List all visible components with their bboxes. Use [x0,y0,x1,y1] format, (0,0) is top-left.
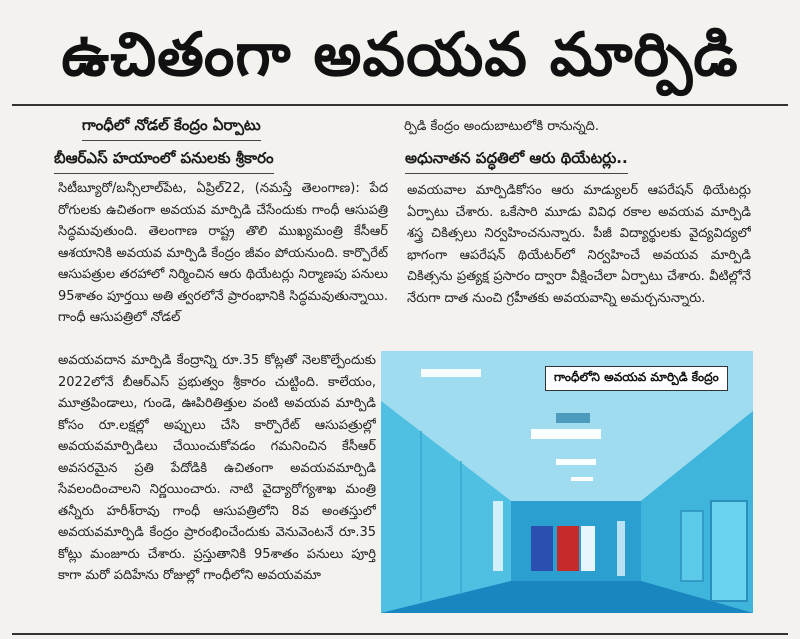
continuation-text: ర్పిడి కేంద్రం అందుబాటులోకి రానున్నది. [404,119,599,134]
right-column-body-text: అవయవాల మార్పిడికోసం ఆరు మాడ్యులర్ ఆపరేషన్ థియేటర్లు ఏర్పాటు చేశారు. ఒకేసారి మూడు వివిధ రకాల అవయవ మార్పిడి శస్త్ర చికిత్సలు నిర్వహించనున్నారు. పీజీ విద్యార్థులకు వైద్యవిద్యలో భాగంగా ఆపరేషన్ థియేటర్‌లో నిర్వహించే అవయవ మార్పిడి చికిత్సను ప్రత్యక్ష ప్రసారం ద్వారా వీక్షించేలా ఏర్పాటు చేశారు. వీటిల్లోనే నేరుగా దాత నుంచి గ్రహీతకు అవయవాన్ని అమర్చనున్నారు. [407,183,751,306]
left-column-top [58,178,388,350]
red-door [557,526,579,571]
subheading-brs-works: బీఆర్ఎస్ హయాంలో పనులకు శ్రీకారం [54,147,274,174]
ceiling-light [421,369,481,377]
photo-caption: గాంధీలోని అవయవ మార్పిడి కేంద్రం [545,366,728,391]
right-column-body [407,180,751,340]
ceiling-light [556,459,596,465]
subheading-six-theatres: అధునాతన పద్ధతిలో ఆరు థియేటర్లు.. [405,147,628,174]
left-column-top-text: సిటీబ్యూరో/బన్సీలాల్‌పేట, ఏప్రిల్22, (నమస్తే తెలంగాణ): పేద రోగులకు ఉచితంగా అవయవ మార్పిడి చేసేందుకు గాంధీ ఆసుపత్రి సిద్ధమవుతుంది. తెలంగాణ రాష్ట్ర తొలి ముఖ్యమంత్రి కేసీఆర్ ఆశయానికి అవయవ మార్పిడి కేంద్రం జీవం పోయనుంది. కార్పొరేట్ ఆసుపత్రుల తరహాలో నిర్మించిన ఆరు థియేటర్లు నిర్మాణపు పనులు 95శాతం పూర్తయి అతి త్వరలోనే ప్రారంభానికి సిద్ధమవుతున్నాయి. గాంధీ ఆసుపత్రిలో నోడల్ [58,181,388,325]
subheading-nodal-center: గాంధీలో నోడల్ కేంద్రం ఏర్పాటు [82,114,261,141]
left-column-bottom [58,350,376,612]
side-door [681,511,703,581]
left-column-bottom-text: అవయవదాన మార్పిడి కేంద్రాన్ని రూ.35 కోట్లతో నెలకొల్పేందుకు 2022లోనే బీఆర్ఎస్ ప్రభుత్వం శ్రీకారం చుట్టింది. కాలేయం, మూత్రపిండాలు, గుండె, ఊపిరితిత్తుల వంటి అవయవ మార్పిడి కోసం రూ.లక్షల్లో అప్పులు చేసి కార్పొరేట్ ఆసుపత్రుల్లో అవయవమార్పిడిలు చేయించుకోవడం గమనించిన కేసీఆర్ అవసరమైన ప్రతి పేదోడికి ఉచితంగా అవయవమార్పిడి సేవలందించాలని నిర్ణయించారు. నాటి వైద్యారోగ్యశాఖ మంత్రి తన్నీరు హరీశ్‌రావు గాంధీ ఆసుపత్రిలోని 8వ అంతస్తులో అవయవమార్పిడి కేంద్రం ప్రారంభించేందుకు వెనువెంటనే రూ.35 కోట్లు మంజూరు చేశారు. ప్రస్తుతానికి 95శాతం పనులు పూర్తి కాగా మరో పదిహేను రోజుల్లో గాంధీలోని అవయవమా [58,353,376,583]
headline: ఉచితంగా అవయవ మార్పిడి [61,20,739,90]
bottom-divider [12,633,788,635]
ceiling-light [571,477,593,481]
corridor-opening [581,526,595,571]
ceiling-light [531,429,601,439]
blue-door [531,526,553,571]
right-column-continuation [404,116,744,140]
side-door [711,501,747,601]
operation-theatre-photo [381,351,753,613]
wall-light [617,521,625,576]
wall-light [493,501,503,571]
ceiling-vent [556,413,590,423]
headline-divider [12,104,788,106]
